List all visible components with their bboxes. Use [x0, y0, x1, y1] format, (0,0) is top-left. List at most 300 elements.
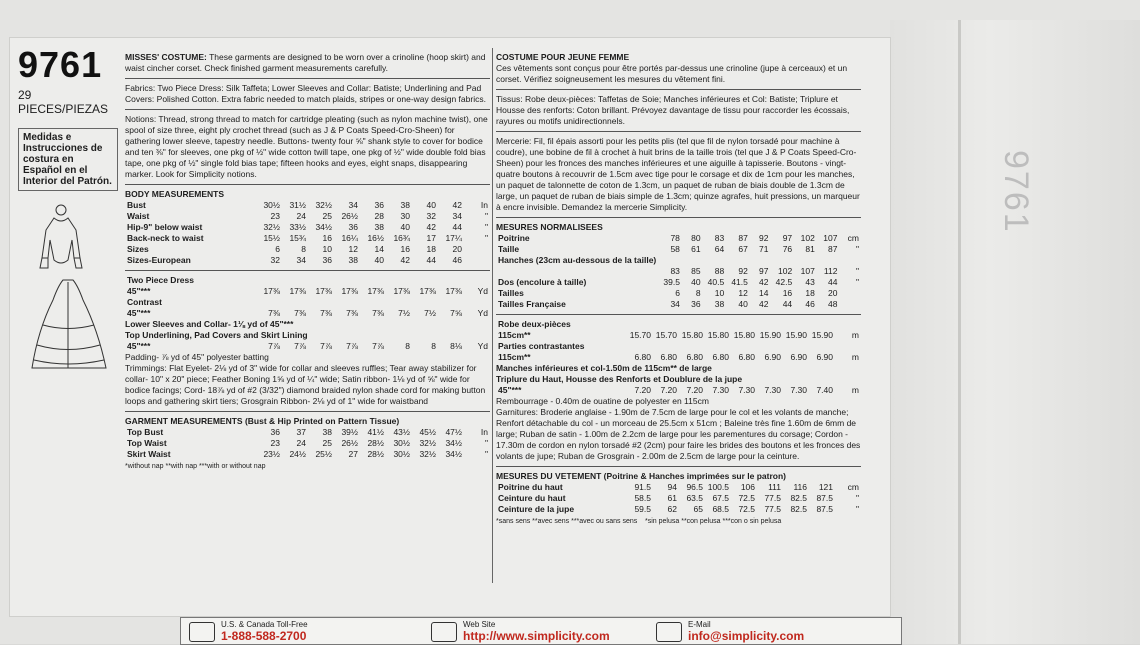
row-label: Waist: [127, 211, 150, 221]
cell-value: [794, 255, 817, 266]
cell-value: 8: [695, 288, 701, 298]
table-row: [496, 385, 861, 396]
cell-value: 102: [777, 266, 793, 276]
cell-value: 65: [693, 504, 703, 514]
cell-value: 27: [348, 449, 358, 459]
cell-value: [386, 297, 412, 308]
cell-value: [817, 255, 840, 266]
en-underlining-table: [125, 341, 490, 352]
cell-value: 96.5: [686, 482, 703, 492]
cell-value: 32½: [419, 438, 436, 448]
cell-value: 15½: [263, 233, 280, 243]
cell-value: 7⅞: [320, 341, 332, 351]
cell-value: 18: [426, 244, 436, 254]
cell-value: 7.40: [816, 385, 833, 395]
row-label: Ceinture de la jupe: [498, 504, 575, 514]
cell-value: 61: [667, 493, 677, 503]
fr-footnote: *sans sens **avec sens ***avec ou sans sens *sin pelusa **con pelusa ***con o sin pelusa: [496, 518, 782, 525]
english-column: [125, 52, 490, 472]
cell-value: 6.80: [712, 352, 729, 362]
cell-value: 8: [301, 244, 306, 254]
cell-value: 7⅞: [268, 341, 280, 351]
en-intro-text: These garments are designed to be worn over a crinoline (hoop skirt) and waist cincher corset. Check finished garment measurements carefully.: [125, 52, 486, 73]
cell-value: 59.5: [634, 504, 651, 514]
fr-garment-title: MESURES DU VETEMENT (Poitrine & Hanches imprimées sur le patron): [496, 471, 787, 481]
fr-underlining-table: [496, 385, 861, 396]
cell-value: 15.80: [707, 330, 729, 340]
cell-value: 7⅜: [294, 308, 306, 318]
cell-value: [731, 319, 757, 330]
cell-value: 10: [322, 244, 332, 254]
cell-value: 26½: [341, 211, 358, 221]
row-label: Ceinture du haut: [498, 493, 566, 503]
cell-value: 28: [374, 211, 384, 221]
cell-value: [839, 255, 861, 266]
cell-value: 28½: [367, 449, 384, 459]
cell-value: 6: [275, 244, 280, 254]
cell-value: 121: [818, 482, 833, 492]
cell-value: 64: [714, 244, 725, 254]
cell-value: 15.70: [629, 330, 651, 340]
row-label: Tailles: [498, 288, 524, 298]
cell-value: Yd: [477, 286, 488, 296]
cell-value: 94: [667, 482, 677, 492]
cell-value: 32: [270, 255, 280, 265]
cell-value: 88: [714, 266, 725, 276]
cell-value: 58.5: [634, 493, 651, 503]
phone-icon: [189, 622, 215, 642]
cell-value: 42.5: [775, 277, 793, 287]
en-dress-table: [125, 275, 490, 319]
cell-value: 83: [670, 266, 680, 276]
cell-value: 7⅞: [372, 341, 384, 351]
cell-value: ": [855, 244, 859, 254]
pattern-number: 9761: [18, 44, 103, 85]
cell-value: 17⅜: [367, 286, 384, 296]
cell-value: 43: [805, 277, 815, 287]
cell-value: 32½: [419, 449, 436, 459]
cell-value: 40: [691, 277, 701, 287]
cell-value: 46: [805, 299, 815, 309]
cell-value: [705, 341, 731, 352]
cell-value: [464, 275, 490, 286]
cell-value: [726, 255, 750, 266]
cell-value: [705, 319, 731, 330]
table-row: [496, 352, 861, 363]
cell-value: 116: [793, 482, 807, 492]
cell-value: 40: [738, 299, 748, 309]
cell-value: [464, 244, 490, 255]
cell-value: 92: [738, 266, 748, 276]
table-row: [496, 266, 861, 277]
cell-value: [464, 255, 490, 266]
cell-value: [679, 341, 705, 352]
cell-value: 48: [828, 299, 838, 309]
row-label: 45"***: [127, 308, 151, 318]
table-row: [125, 211, 490, 222]
cell-value: 42: [759, 299, 769, 309]
cell-value: 17⅜: [289, 286, 306, 296]
cell-value: 7⅝: [450, 308, 462, 318]
column-divider: [492, 48, 493, 583]
cell-value: [334, 275, 360, 286]
cell-value: 36: [322, 255, 332, 265]
table-row: [125, 438, 490, 449]
table-row: [496, 341, 861, 352]
cell-value: 15.80: [733, 330, 755, 340]
cell-value: 8⅛: [450, 341, 462, 351]
cell-value: ": [484, 438, 488, 448]
en-trimmings: Trimmings: Flat Eyelet- 2⅛ yd of 3" wide for collar and sleeves ruffles; Tear away stabilizer for collar- 10" x 20" piece; Feather Boning 1⅝ yd of ¼" wide; Satin ribbon- 1⅛ yd of ⅝" wide for bodice facings; Cord- 18⅞ yd of #2 (3/32") diamond braided nylon shade cord for making button loops and gathering skirt tiers; Grosgrain Ribbon- 2⅛ yd of 1" wide for waistband: [125, 363, 486, 406]
costume-line-drawing: [28, 200, 118, 380]
cell-value: 28½: [367, 438, 384, 448]
cell-value: 44: [452, 222, 462, 232]
cell-value: ": [484, 211, 488, 221]
cell-value: 36: [348, 222, 358, 232]
cell-value: m: [851, 330, 859, 340]
table-row: [125, 200, 490, 211]
cell-value: 16½: [367, 233, 384, 243]
flap-fold-line: [958, 20, 961, 644]
en-title: MISSES' COSTUME:: [125, 52, 207, 62]
cell-value: [839, 299, 861, 310]
en-padding: Padding- ⅞ yd of 45" polyester batting: [125, 352, 269, 362]
row-label: Top Bust: [127, 427, 164, 437]
cell-value: cm: [847, 482, 859, 492]
cell-value: 87: [828, 244, 838, 254]
row-label: Top Waist: [127, 438, 167, 448]
row-label: 115cm**: [498, 352, 531, 362]
pieces-count: 29 PIECES/PIEZAS: [18, 88, 109, 116]
cell-value: Yd: [477, 341, 488, 351]
cell-value: [256, 297, 282, 308]
cell-value: 34: [296, 255, 306, 265]
cell-value: 92: [759, 233, 769, 243]
table-row: [496, 244, 861, 255]
cell-value: 38: [348, 255, 358, 265]
cell-value: 16¾: [393, 233, 410, 243]
cell-value: 16¼: [341, 233, 358, 243]
cell-value: 7⅜: [372, 308, 384, 318]
cell-value: ": [484, 449, 488, 459]
cell-value: In: [480, 427, 488, 437]
cell-value: 61: [691, 244, 701, 254]
cell-value: 15¾: [289, 233, 306, 243]
table-row: [496, 504, 861, 515]
cell-value: 72.5: [738, 493, 755, 503]
cell-value: [783, 319, 809, 330]
table-row: [125, 427, 490, 438]
cell-value: 77.5: [764, 493, 781, 503]
cell-value: [653, 319, 679, 330]
cell-value: 24½: [289, 449, 306, 459]
cell-value: ": [484, 233, 488, 243]
fr-dress-table: [496, 319, 861, 363]
cell-value: 34½: [315, 222, 332, 232]
cell-value: 34: [452, 211, 462, 221]
cell-value: In: [480, 200, 488, 210]
row-label: Taille: [498, 244, 520, 254]
cell-value: 100.5: [707, 482, 729, 492]
cell-value: [809, 319, 835, 330]
phone-number[interactable]: 1-888-588-2700: [221, 629, 307, 643]
en-lower-sleeves: Lower Sleeves and Collar- 1⅛ yd of 45"***: [125, 319, 294, 329]
french-column: [496, 52, 861, 527]
cell-value: 44: [426, 255, 436, 265]
row-label: Contrast: [127, 297, 162, 307]
cell-value: 58: [670, 244, 680, 254]
cell-value: [783, 341, 809, 352]
cell-value: 34: [670, 299, 680, 309]
cell-value: [282, 275, 308, 286]
cell-value: 8: [405, 341, 410, 351]
table-row: [125, 286, 490, 297]
cell-value: 6.80: [686, 352, 703, 362]
cell-value: 30½: [393, 438, 410, 448]
cell-value: 31½: [289, 200, 306, 210]
cell-value: 15.90: [759, 330, 781, 340]
table-row: [496, 233, 861, 244]
fr-body-table: [496, 233, 861, 310]
cell-value: 43½: [393, 427, 410, 437]
en-footnote: *without nap **with nap ***with or without nap: [125, 463, 266, 470]
cell-value: [835, 341, 861, 352]
cell-value: 41½: [367, 427, 384, 437]
cell-value: [757, 319, 783, 330]
cell-value: 33½: [289, 222, 306, 232]
cell-value: 87.5: [816, 493, 833, 503]
cell-value: 87.5: [816, 504, 833, 514]
row-label: Hip-9" below waist: [127, 222, 203, 232]
cell-value: [360, 275, 386, 286]
cell-value: [809, 341, 835, 352]
cell-value: [679, 319, 705, 330]
phone-label: U.S. & Canada Toll-Free: [221, 620, 308, 629]
cell-value: ": [855, 493, 859, 503]
en-notions: Notions: Thread, strong thread to match for cartridge pleating (such as nylon machine twist), one spool of size three, eight ply crochet thread (such as J & P Coats Speed-Cro-Sheen) for gathering lower sleeve, tapestry needle. Buttons- twenty four ⅝" shank style to cover for bodice and ten ⅜" for sleeves, one pkg of ½" wide cotton twill tape, one pkg of ½" wide double fold bias tape, one pkg of ½" single fold bias tape; fifteen hooks and eyes, eight snaps, disappearing marker. Look for Simplicity notions.: [125, 114, 488, 179]
cell-value: 6.90: [816, 352, 833, 362]
cell-value: 102: [800, 233, 815, 243]
cell-value: [438, 275, 464, 286]
en-fabrics: Fabrics: Two Piece Dress: Silk Taffeta; Lower Sleeves and Collar: Batiste; Underlining and Pad Covers: Polished Cotton. Extra fabric needed to match plaids, stripes or one-way design fabrics.: [125, 83, 486, 104]
cell-value: 45½: [419, 427, 436, 437]
table-row: [125, 341, 490, 352]
cell-value: 30½: [263, 200, 280, 210]
cell-value: 12: [738, 288, 748, 298]
fr-underlining-title: Triplure du Haut, Housse des Renforts et Doublure de la jupe: [496, 374, 743, 384]
cell-value: 15.90: [811, 330, 833, 340]
cell-value: 7⅜: [268, 308, 280, 318]
cell-value: 7.30: [790, 385, 807, 395]
cell-value: 7.20: [634, 385, 651, 395]
table-row: [496, 277, 861, 288]
cell-value: 17¼: [445, 233, 462, 243]
cell-value: 6.90: [790, 352, 807, 362]
cell-value: 17⅜: [315, 286, 332, 296]
table-row: [125, 244, 490, 255]
en-garment-table: [125, 427, 490, 460]
cell-value: 7⅞: [346, 341, 358, 351]
row-label: Back-neck to waist: [127, 233, 204, 243]
cell-value: 82.5: [790, 493, 807, 503]
cell-value: 32½: [315, 200, 332, 210]
cell-value: 7⅜: [320, 308, 332, 318]
cell-value: 34: [348, 200, 358, 210]
cell-value: 36: [270, 427, 280, 437]
cell-value: 7.20: [686, 385, 703, 395]
table-row: [496, 288, 861, 299]
cell-value: [627, 319, 653, 330]
cell-value: 82.5: [790, 504, 807, 514]
cell-value: 106: [740, 482, 755, 492]
cell-value: 62: [667, 504, 677, 514]
cell-value: 7.30: [738, 385, 755, 395]
cell-value: 17⅜: [341, 286, 358, 296]
row-label: 45"***: [498, 385, 522, 395]
table-row: [125, 308, 490, 319]
cell-value: 25: [322, 438, 332, 448]
cell-value: 97: [759, 266, 769, 276]
cell-value: 38: [714, 299, 725, 309]
table-row: [125, 449, 490, 460]
cell-value: [839, 288, 861, 299]
cell-value: 7.20: [660, 385, 677, 395]
cell-value: 23: [270, 438, 280, 448]
cell-value: 7.30: [764, 385, 781, 395]
cell-value: 72.5: [738, 504, 755, 514]
cell-value: 32: [426, 211, 436, 221]
cell-value: 107: [800, 266, 815, 276]
web-link[interactable]: http://www.simplicity.com: [463, 629, 610, 643]
cell-value: 112: [823, 266, 838, 276]
cell-value: [438, 297, 464, 308]
cell-value: 36: [374, 200, 384, 210]
cell-value: [627, 341, 653, 352]
email-icon: [656, 622, 682, 642]
spanish-instructions-box: Medidas e Instrucciones de costura en Español en el Interior del Patrón.: [18, 128, 118, 191]
cell-value: 6: [675, 288, 680, 298]
cell-value: 40: [426, 200, 436, 210]
cell-value: 10: [714, 288, 725, 298]
cell-value: 24: [296, 211, 306, 221]
cell-value: 7½: [398, 308, 410, 318]
row-label: Two Piece Dress: [127, 275, 194, 285]
cell-value: [412, 297, 438, 308]
en-body-table: [125, 200, 490, 266]
fr-body-measurements-title: MESURES NORMALISEES: [496, 222, 603, 232]
email-link[interactable]: info@simplicity.com: [688, 629, 805, 643]
row-label: Sizes-European: [127, 255, 191, 265]
email-label: E-Mail: [688, 620, 711, 629]
cell-value: 42: [400, 255, 410, 265]
cell-value: 16: [322, 233, 332, 243]
cell-value: m: [851, 352, 859, 362]
cell-value: 39.5: [663, 277, 680, 287]
cell-value: 16: [400, 244, 410, 254]
cell-value: [771, 255, 795, 266]
cell-value: [653, 341, 679, 352]
cell-value: [750, 255, 771, 266]
cell-value: [360, 297, 386, 308]
cell-value: [835, 319, 861, 330]
cell-value: ": [484, 222, 488, 232]
cell-value: 30½: [393, 449, 410, 459]
fr-intro: Ces vêtements sont conçus pour être portés par-dessus une crinoline (jupe à cerceaux) et un corset. Vérifiez soigneusement les mesures du vêtement fini.: [496, 63, 848, 84]
en-body-measurements-title: BODY MEASUREMENTS: [125, 189, 225, 199]
cell-value: 71: [759, 244, 769, 254]
row-label: [496, 266, 658, 277]
cell-value: 38: [374, 222, 384, 232]
cell-value: 23½: [263, 449, 280, 459]
cell-value: 38: [400, 200, 410, 210]
cell-value: 30: [400, 211, 410, 221]
cell-value: 20: [452, 244, 462, 254]
cell-value: 38: [322, 427, 332, 437]
row-label: Sizes: [127, 244, 149, 254]
cell-value: 17⅜: [393, 286, 410, 296]
row-label: Parties contrastantes: [498, 341, 585, 351]
cell-value: 46: [452, 255, 462, 265]
row-label: Hanches (23cm au-dessous de la taille): [498, 255, 657, 265]
table-row: [496, 319, 861, 330]
cell-value: 16: [782, 288, 793, 298]
cell-value: 14: [759, 288, 769, 298]
cell-value: 26½: [341, 438, 358, 448]
cell-value: 39½: [341, 427, 358, 437]
cell-value: [308, 297, 334, 308]
table-row: [125, 275, 490, 286]
cell-value: 44: [828, 277, 838, 287]
cell-value: 15.80: [681, 330, 703, 340]
en-garment-title: GARMENT MEASUREMENTS (Bust & Hip Printed on Pattern Tissue): [125, 416, 400, 426]
cell-value: 18: [805, 288, 815, 298]
cell-value: 40: [400, 222, 410, 232]
cell-value: 6.80: [634, 352, 651, 362]
cell-value: 111: [768, 482, 781, 492]
cell-value: 17⅜: [445, 286, 462, 296]
cell-value: 23: [270, 211, 280, 221]
table-row: [496, 330, 861, 341]
flap-faint-print: 9761: [997, 150, 1035, 234]
cell-value: 7⅜: [346, 308, 358, 318]
cell-value: 80: [691, 233, 701, 243]
table-row: [125, 222, 490, 233]
cell-value: [386, 275, 412, 286]
cell-value: 17⅜: [419, 286, 436, 296]
cell-value: 20: [828, 288, 838, 298]
cell-value: 85: [691, 266, 701, 276]
cell-value: 7.30: [712, 385, 729, 395]
table-row: [125, 297, 490, 308]
cell-value: [464, 297, 490, 308]
pattern-id-block: [18, 46, 118, 191]
cell-value: 25½: [315, 449, 332, 459]
cell-value: ": [855, 277, 859, 287]
row-label: 115cm**: [498, 330, 531, 340]
cell-value: 97: [782, 233, 793, 243]
cell-value: [412, 275, 438, 286]
cell-value: 6.90: [764, 352, 781, 362]
cell-value: 63.5: [686, 493, 703, 503]
cell-value: 41.5: [731, 277, 748, 287]
fr-padding: Rembourrage - 0.40m de ouatine de polyester en 115cm: [496, 396, 709, 406]
cell-value: 42: [426, 222, 436, 232]
cell-value: [658, 255, 682, 266]
cell-value: [282, 297, 308, 308]
table-row: [496, 299, 861, 310]
table-row: [125, 255, 490, 266]
row-label: Poitrine: [498, 233, 530, 243]
